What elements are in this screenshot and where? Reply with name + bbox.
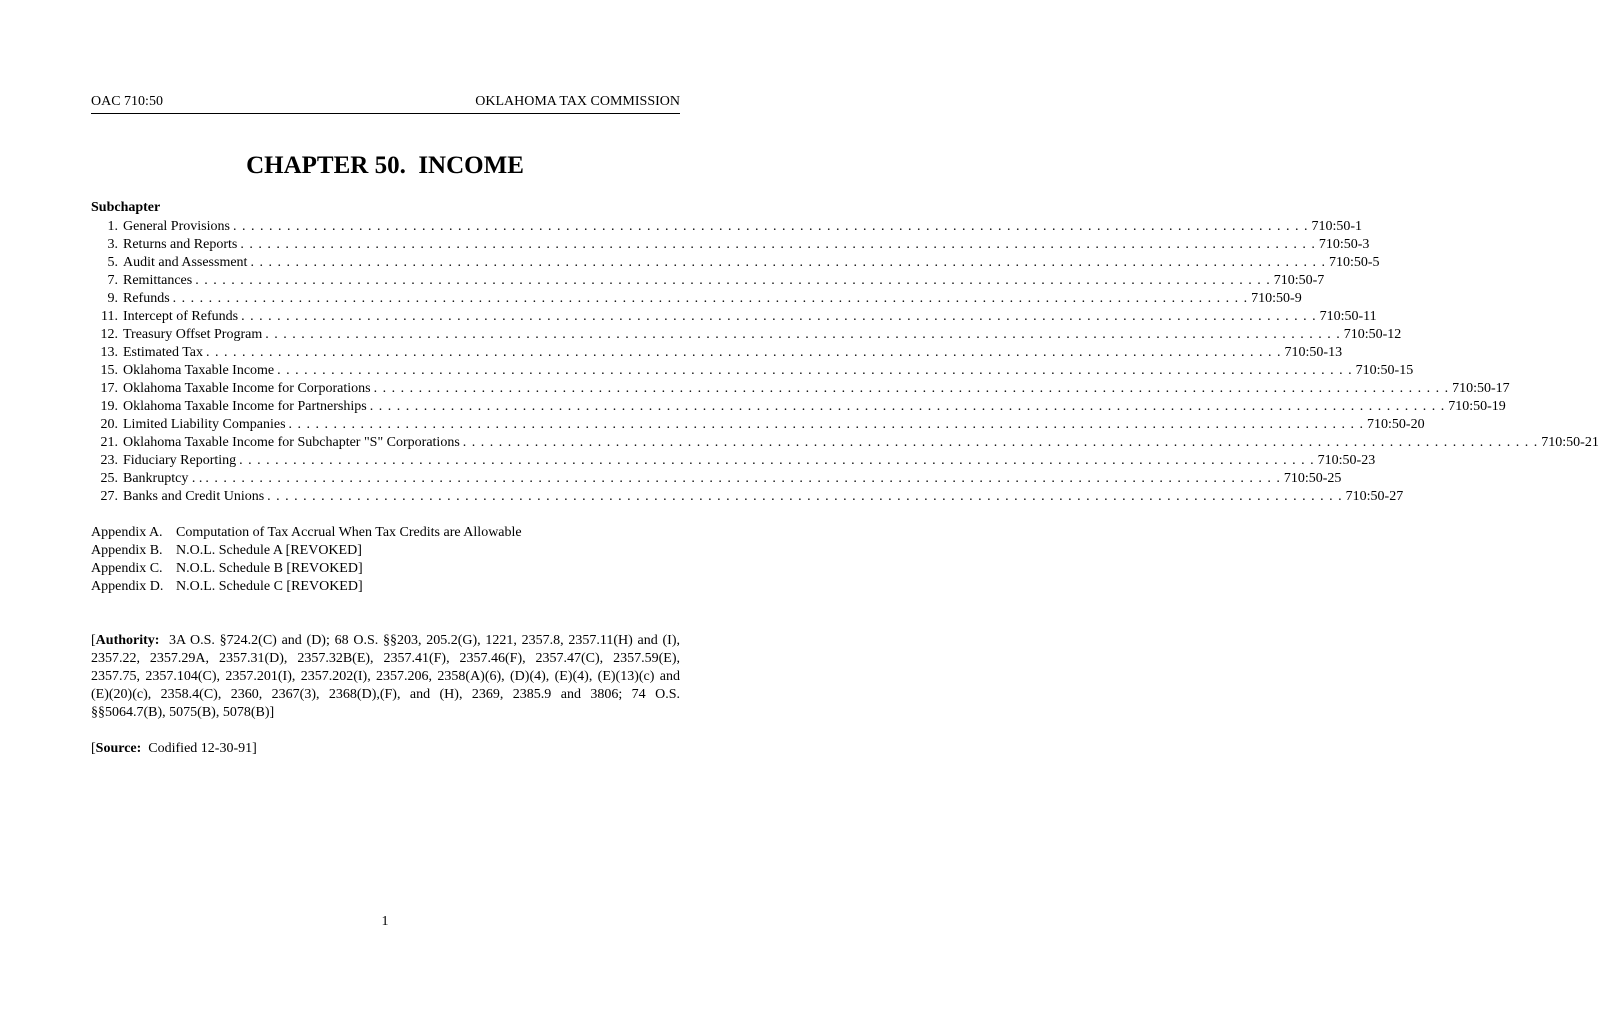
toc-entry [91, 218, 1362, 236]
toc-leader-dots: . . . . . . . . . . . . . . . . . . . . . . . . . . . . . . . . . . . . . . . . . . . . . . . . . . . . . . . . . . . . . . . . . . . . . . . . . . . . . . . . . . . . . . . . . . . . . . . . . . . . . . . . . . . . . . . . . . . . . . . . [265, 327, 1341, 342]
toc-entry-label: Estimated Tax [123, 345, 204, 360]
appendix-title: N.O.L. Schedule A [REVOKED] [176, 543, 362, 558]
toc-entry [91, 416, 1425, 434]
authority-note [91, 632, 684, 722]
toc-entry-number: 11. [101, 309, 118, 324]
toc-entry-number: 9. [107, 291, 118, 306]
authority-open-bracket: [ [91, 633, 96, 648]
source-open-bracket: [ [91, 741, 96, 756]
toc-entry-number: 1. [107, 219, 118, 234]
toc-leader-dots: . . . . . . . . . . . . . . . . . . . . . . . . . . . . . . . . . . . . . . . . . . . . . . . . . . . . . . . . . . . . . . . . . . . . . . . . . . . . . . . . . . . . . . . . . . . . . . . . . . . . . . . . . . . . . . . . . . . . . . . . [267, 489, 1343, 504]
toc-leader-dots: . . . . . . . . . . . . . . . . . . . . . . . . . . . . . . . . . . . . . . . . . . . . . . . . . . . . . . . . . . . . . . . . . . . . . . . . . . . . . . . . . . . . . . . . . . . . . . . . . . . . . . . . . . . . . . . . . . . . . . . . [373, 381, 1450, 396]
toc-entry-label: Oklahoma Taxable Income [123, 363, 275, 378]
toc-entry-number: 17. [100, 381, 118, 396]
toc-entry-label: Limited Liability Companies [123, 417, 286, 432]
toc-entry-page: 710:50-7 [1273, 273, 1325, 288]
appendix-key: Appendix A. [91, 525, 163, 540]
toc-entry-number: 25. [100, 471, 118, 486]
toc-entry-number: 13. [100, 345, 118, 360]
toc-entry [91, 254, 1380, 272]
toc-entry-page: 710:50-13 [1284, 345, 1343, 360]
toc-leader-dots: . . . . . . . . . . . . . . . . . . . . . . . . . . . . . . . . . . . . . . . . . . . . . . . . . . . . . . . . . . . . . . . . . . . . . . . . . . . . . . . . . . . . . . . . . . . . . . . . . . . . . . . . . . . . . . . . . . . . . . . . [277, 363, 1353, 378]
toc-leader-dots: . . . . . . . . . . . . . . . . . . . . . . . . . . . . . . . . . . . . . . . . . . . . . . . . . . . . . . . . . . . . . . . . . . . . . . . . . . . . . . . . . . . . . . . . . . . . . . . . . . . . . . . . . . . . . . . . . . . . . . . . [369, 399, 1446, 414]
appendix-key: Appendix C. [91, 561, 163, 576]
toc-entry-number: 12. [100, 327, 118, 342]
toc-entry-page: 710:50-19 [1448, 399, 1506, 414]
appendix-entry [91, 524, 522, 542]
authority-label: Authority: [95, 633, 160, 648]
toc-entry [91, 344, 1343, 362]
appendix-entry [91, 560, 522, 578]
toc-leader-dots: . . . . . . . . . . . . . . . . . . . . . . . . . . . . . . . . . . . . . . . . . . . . . . . . . . . . . . . . . . . . . . . . . . . . . . . . . . . . . . . . . . . . . . . . . . . . . . . . . . . . . . . . . . . . . . . . . . . . . . . . [288, 417, 1365, 432]
toc-entry-number: 20. [100, 417, 118, 432]
toc-entry [91, 272, 1325, 290]
toc-entry [91, 326, 1402, 344]
authority-text: 3A O.S. §724.2(C) and (D); 68 O.S. §§203, 205.2(G), 1221, 2357.8, 2357.11(H) and (I), 2357.22, 2357.29A, 2357.31(D), 2357.32B(E), 2357.41(F), 2357.46(F), 2357.47(C), 2357.59(E), 2357.75, 2357.104(C), 2357.201(I), 2357.202(I), 2357.206, 2358(A)(6), (D)(4), (E)(4), (E)(13)(c) and (E)(20)(c), 2358.4(C), 2360, 2367(3), 2368(D),(F), and (H), 2369, 2385.9 and 3806; 74 O.S. §§5064.7(B), 5075(B), 5078(B)] [91, 633, 684, 720]
source-text: Codified 12-30-91] [141, 741, 257, 756]
page-number: 1 [381, 914, 389, 929]
toc-entry-page: 710:50-25 [1283, 471, 1342, 486]
appendix-entry [91, 578, 522, 596]
toc-entry-label: Oklahoma Taxable Income for Corporations [123, 381, 371, 396]
header-citation: OAC 710:50 [91, 94, 163, 109]
toc-entry [91, 452, 1376, 470]
toc-leader-dots: . . . . . . . . . . . . . . . . . . . . . . . . . . . . . . . . . . . . . . . . . . . . . . . . . . . . . . . . . . . . . . . . . . . . . . . . . . . . . . . . . . . . . . . . . . . . . . . . . . . . . . . . . . . . . . . . . . . . . . . . [239, 453, 1315, 468]
subchapter-heading: Subchapter [91, 200, 161, 215]
appendix-title: N.O.L. Schedule B [REVOKED] [176, 561, 363, 576]
toc-entry [91, 236, 1370, 254]
appendix-list [91, 524, 522, 596]
toc-entry [91, 434, 1599, 452]
toc-entry-page: 710:50-17 [1452, 381, 1510, 396]
toc-entry-page: 710:50-5 [1328, 255, 1380, 270]
toc-entry [91, 488, 1404, 506]
toc-leader-dots: . . . . . . . . . . . . . . . . . . . . . . . . . . . . . . . . . . . . . . . . . . . . . . . . . . . . . . . . . . . . . . . . . . . . . . . . . . . . . . . . . . . . . . . . . . . . . . . . . . . . . . . . . . . . . . . . . . . . . . . . [205, 471, 1281, 486]
toc-entry-number: 7. [107, 273, 118, 288]
appendix-title: N.O.L. Schedule C [REVOKED] [176, 579, 363, 594]
toc-entry-label: Fiduciary Reporting [123, 453, 237, 468]
toc-entry-label: Oklahoma Taxable Income for Subchapter "S" Corporations [123, 435, 460, 450]
toc-entry-number: 5. [107, 255, 118, 270]
toc-entry [91, 380, 1510, 398]
appendix-entry [91, 542, 522, 560]
toc-entry-number: 19. [100, 399, 118, 414]
toc-entry-label: Refunds [123, 291, 170, 306]
toc-entry-label: Oklahoma Taxable Income for Partnerships [123, 399, 367, 414]
appendix-key: Appendix D. [91, 579, 164, 594]
source-label: Source: [95, 741, 142, 756]
toc-leader-dots: . . . . . . . . . . . . . . . . . . . . . . . . . . . . . . . . . . . . . . . . . . . . . . . . . . . . . . . . . . . . . . . . . . . . . . . . . . . . . . . . . . . . . . . . . . . . . . . . . . . . . . . . . . . . . . . . . . . . . . . . [240, 237, 1316, 252]
toc-entry-label: Returns and Reports [123, 237, 238, 252]
source-note [91, 740, 680, 758]
toc-entry-number: 21. [100, 435, 118, 450]
header-agency: OKLAHOMA TAX COMMISSION [475, 94, 680, 109]
toc-entry-label: General Provisions [123, 219, 230, 234]
toc-entry-page: 710:50-12 [1343, 327, 1402, 342]
toc-entry-label: Intercept of Refunds [123, 309, 239, 324]
toc-leader-dots: . . . . . . . . . . . . . . . . . . . . . . . . . . . . . . . . . . . . . . . . . . . . . . . . . . . . . . . . . . . . . . . . . . . . . . . . . . . . . . . . . . . . . . . . . . . . . . . . . . . . . . . . . . . . . . . . . . . . . . . . [241, 309, 1317, 324]
toc-leader-dots: . . . . . . . . . . . . . . . . . . . . . . . . . . . . . . . . . . . . . . . . . . . . . . . . . . . . . . . . . . . . . . . . . . . . . . . . . . . . . . . . . . . . . . . . . . . . . . . . . . . . . . . . . . . . . . . . . . . . . . . . [250, 255, 1326, 270]
toc-leader-dots: . . . . . . . . . . . . . . . . . . . . . . . . . . . . . . . . . . . . . . . . . . . . . . . . . . . . . . . . . . . . . . . . . . . . . . . . . . . . . . . . . . . . . . . . . . . . . . . . . . . . . . . . . . . . . . . . . . . . . . . . [172, 291, 1249, 306]
toc-entry-label: Bankruptcy . . [123, 471, 203, 486]
toc-entry [91, 470, 1342, 488]
toc-entry-label: Treasury Offset Program [123, 327, 263, 342]
toc-entry-number: 3. [107, 237, 118, 252]
subchapter-toc [91, 218, 1599, 506]
toc-entry-label: Banks and Credit Unions [123, 489, 265, 504]
toc-entry-label: Remittances [123, 273, 193, 288]
page-header [91, 93, 680, 114]
toc-entry-page: 710:50-3 [1318, 237, 1370, 252]
toc-entry-label: Audit and Assessment [123, 255, 248, 270]
toc-leader-dots: . . . . . . . . . . . . . . . . . . . . . . . . . . . . . . . . . . . . . . . . . . . . . . . . . . . . . . . . . . . . . . . . . . . . . . . . . . . . . . . . . . . . . . . . . . . . . . . . . . . . . . . . . . . . . . . . . . . . . . . . [206, 345, 1282, 360]
toc-entry-page: 710:50-15 [1355, 363, 1414, 378]
toc-entry-number: 15. [100, 363, 118, 378]
toc-leader-dots: . . . . . . . . . . . . . . . . . . . . . . . . . . . . . . . . . . . . . . . . . . . . . . . . . . . . . . . . . . . . . . . . . . . . . . . . . . . . . . . . . . . . . . . . . . . . . . . . . . . . . . . . . . . . . . . . . . . . . . . . [462, 435, 1539, 450]
toc-entry-page: 710:50-21 [1541, 435, 1599, 450]
toc-entry-page: 710:50-20 [1367, 417, 1425, 432]
toc-entry [91, 362, 1414, 380]
toc-entry-number: 27. [100, 489, 118, 504]
toc-entry-page: 710:50-11 [1319, 309, 1377, 324]
toc-entry-page: 710:50-23 [1317, 453, 1376, 468]
toc-entry [91, 308, 1377, 326]
toc-entry-number: 23. [100, 453, 118, 468]
toc-leader-dots: . . . . . . . . . . . . . . . . . . . . . . . . . . . . . . . . . . . . . . . . . . . . . . . . . . . . . . . . . . . . . . . . . . . . . . . . . . . . . . . . . . . . . . . . . . . . . . . . . . . . . . . . . . . . . . . . . . . . . . . . [232, 219, 1309, 234]
toc-leader-dots: . . . . . . . . . . . . . . . . . . . . . . . . . . . . . . . . . . . . . . . . . . . . . . . . . . . . . . . . . . . . . . . . . . . . . . . . . . . . . . . . . . . . . . . . . . . . . . . . . . . . . . . . . . . . . . . . . . . . . . . . [195, 273, 1271, 288]
toc-entry-page: 710:50-27 [1345, 489, 1404, 504]
toc-entry [91, 398, 1506, 416]
toc-entry-page: 710:50-1 [1311, 219, 1362, 234]
appendix-title: Computation of Tax Accrual When Tax Credits are Allowable [176, 525, 522, 540]
appendix-key: Appendix B. [91, 543, 163, 558]
chapter-title: CHAPTER 50. INCOME [246, 152, 524, 179]
toc-entry-page: 710:50-9 [1251, 291, 1302, 306]
toc-entry [91, 290, 1302, 308]
